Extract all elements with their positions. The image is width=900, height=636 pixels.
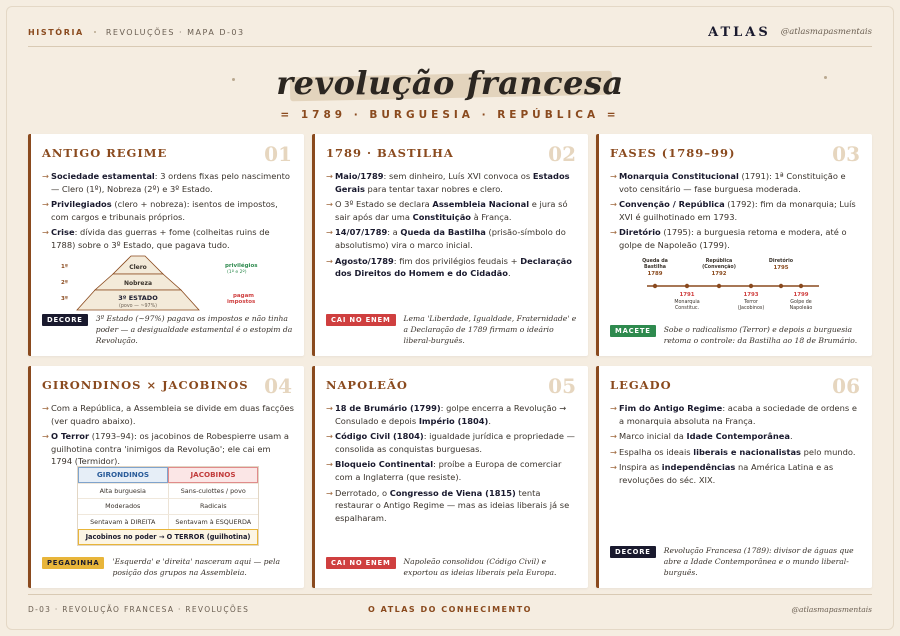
item-text: : sem dinheiro, Luís XVI convoca os [383, 171, 533, 181]
card-title: LEGADO [610, 378, 672, 392]
timeline-label: Monarquia [674, 300, 700, 305]
item-keyword: Império (1804) [418, 415, 489, 426]
header-girondinos: GIRONDINOS [78, 467, 168, 483]
item-text: para tentar taxar nobres e clero. [364, 183, 503, 194]
item-text: : proíbe a Europa de comerciar com a Inglaterra (que resiste). [335, 459, 562, 482]
bullet-item [610, 198, 862, 223]
item-keyword: Agosto/1789 [335, 255, 394, 266]
arrow-icon: → [326, 487, 333, 498]
card-title: FASES (1789–99) [610, 146, 736, 160]
arrow-icon: → [326, 255, 333, 266]
footer-handle: @atlasmapasmentais [791, 604, 872, 614]
page-subtitle: = 1789 · BURGUESIA · REPÚBLICA = [280, 109, 620, 121]
item-text: : acaba a sociedade de ordens e a monarquia absoluta na França. [619, 403, 857, 426]
item-text: (clero + nobreza): isentos de impostos, com cargos e tribunais próprios. [51, 199, 278, 222]
item-text: (prisão-símbolo do absolutismo) vira o marco inicial. [335, 227, 566, 250]
item-keyword: Bloqueio Continental [335, 459, 434, 470]
item-text: : fim dos privilégios feudais + [393, 255, 521, 266]
bullet-item [42, 430, 294, 468]
item-text: . [488, 415, 491, 426]
item-keyword: 18 de Brumário (1799) [335, 403, 441, 413]
pyramid-note: (povo — ~97%) [118, 304, 158, 309]
bullet-item [326, 226, 578, 251]
item-text: (1792): fim da monarquia; Luís XVI é guilhotinado em 1793. [619, 199, 856, 222]
bullet-item [326, 198, 578, 223]
timeline-label: Diretório [768, 259, 794, 264]
tip-note [610, 324, 862, 346]
item-keyword: Assembleia Nacional [432, 199, 530, 210]
tip-note [42, 556, 294, 578]
timeline-label: Golpe de [790, 300, 812, 305]
phases-timeline [639, 258, 829, 328]
item-text: (1793–94): os jacobinos de Robespierre usam a guilhotina contra 'inimigos da Revolução'; ele cai em 1794 (Termidor). [51, 431, 289, 467]
timeline-point [717, 284, 721, 288]
item-text: O 3º Estado se declara [335, 199, 433, 210]
table-cell: Sentavam à ESQUERDA [175, 517, 252, 526]
timeline-year: 1792 [711, 271, 727, 277]
timeline-point [653, 284, 657, 288]
pyramid-label: Clero [129, 264, 147, 271]
arrow-icon: → [610, 446, 617, 457]
tip-text: 'Esquerda' e 'direita' nasceram aqui — pela posição dos grupos na Assembleia. [112, 557, 280, 577]
card-title: GIRONDINOS × JACOBINOS [42, 378, 249, 392]
tip-badge: CAI NO ENEM [326, 557, 396, 569]
timeline-label: Terror [744, 300, 758, 305]
card-title: 1789 · BASTILHA [326, 146, 454, 160]
item-text: : igualdade jurídica e propriedade — consolida as conquistas burguesas. [335, 431, 575, 454]
card-number: 04 [264, 374, 292, 398]
bullet-item [326, 430, 578, 455]
footer [28, 602, 872, 616]
pyramid-label: Nobreza [123, 280, 153, 287]
arrow-icon: → [326, 403, 333, 413]
item-keyword: Código Civil (1804) [335, 431, 424, 442]
bullet-item [326, 402, 578, 427]
bullet-item [610, 402, 862, 427]
timeline-label: Bastilha [644, 265, 666, 270]
timeline-label: Constituc. [674, 306, 700, 311]
timeline-label: Queda da [642, 259, 668, 264]
timeline-label: República [705, 259, 733, 264]
item-keyword: Sociedade estamental [51, 171, 155, 181]
taxes-label: pagam [233, 293, 255, 299]
tip-text: Napoleão consolidou (Código Civil) e exportou as ideias liberais pela Europa. [403, 557, 557, 577]
item-keyword: Idade Contemporânea [686, 431, 790, 442]
footer-tagline: O ATLAS DO CONHECIMENTO [368, 604, 532, 614]
bullet-item [326, 458, 578, 483]
item-text: e jura só sair após dar uma [335, 199, 568, 222]
timeline-year: 1795 [773, 265, 789, 271]
topic-card [596, 366, 872, 588]
item-text: . [507, 268, 511, 279]
tip-text: Lema 'Liberdade, Igualdade, Fraternidade' e a Declaração de 1789 firmam o ideário liberal-burguês. [403, 314, 577, 345]
item-keyword: Privilegiados [51, 199, 112, 210]
item-text: à França. [471, 211, 512, 222]
card-number: 02 [548, 142, 576, 166]
privileges-sub: (1º e 2º) [227, 270, 247, 275]
item-keyword: Declaração dos Direitos do Homem e do Cidadão [335, 255, 572, 279]
header-jacobinos: JACOBINOS [168, 467, 258, 483]
item-text: : 3 ordens fixas pelo nascimento — Clero (1º), Nobreza (2º) e 3º Estado. [51, 171, 290, 194]
top-bar [28, 22, 872, 42]
bullet-item [610, 461, 862, 486]
bullet-item [42, 170, 294, 195]
arrow-icon: → [42, 171, 49, 181]
tip-badge: DECORE [42, 314, 88, 326]
table-footer: Jacobinos no poder → O TERROR (guilhotina) [78, 529, 258, 545]
arrow-icon: → [326, 199, 333, 210]
tip-badge: CAI NO ENEM [326, 314, 396, 326]
item-text: Derrotado, o [335, 487, 390, 498]
item-keyword: liberais e nacionalistas [693, 446, 801, 457]
table-cell: Moderados [78, 499, 169, 514]
arrow-icon: → [610, 227, 617, 238]
bullet-item [610, 170, 862, 195]
item-text: : a [387, 227, 401, 238]
item-keyword: Crise [51, 227, 75, 238]
item-keyword: Congresso de Viena (1815) [389, 487, 516, 498]
tip-text: Sobe o radicalismo (Terror) e depois a burguesia retoma o controle: da Bastilha ao 18 de Brumário. [663, 325, 858, 345]
footer-breadcrumb: D-03 · REVOLUÇÃO FRANCESA · REVOLUÇÕES [28, 604, 250, 614]
item-text: na América Latina e as revoluções do séc. XIX. [619, 462, 834, 485]
arrow-icon: → [610, 431, 617, 442]
arrow-icon: → [326, 459, 333, 470]
item-keyword: Queda da Bastilha [400, 227, 486, 238]
tip-badge: MACETE [610, 325, 656, 337]
bullet-item [42, 198, 294, 223]
table-row [78, 483, 258, 499]
item-text: : golpe encerra a Revolução → Consulado e depois [335, 403, 567, 426]
pyramid-label: 3º ESTADO [118, 294, 158, 302]
table-row [78, 498, 258, 514]
separator-dot [94, 31, 96, 33]
arrow-icon: → [610, 403, 617, 413]
title-block [0, 60, 900, 106]
tip-text: Revolução Francesa (1789): divisor de águas que abre a Idade Contemporânea e o mundo liberal-burguês. [663, 546, 854, 577]
arrow-icon: → [326, 171, 333, 181]
brand-logo: ATLAS [708, 24, 771, 40]
arrow-icon: → [42, 227, 49, 238]
card-number: 05 [548, 374, 576, 398]
bottom-divider [28, 594, 872, 595]
item-keyword: Diretório [619, 227, 661, 238]
timeline-label: (Convenção) [702, 265, 736, 270]
timeline-label: Napoleão [789, 306, 813, 311]
tip-badge: PEGADINHA [42, 557, 104, 569]
bullet-item [610, 446, 862, 459]
tip-note [42, 313, 294, 346]
topic-card [312, 134, 588, 356]
topic-card [312, 366, 588, 588]
table-cell: Alta burguesia [78, 484, 169, 499]
table-cell: Radicais [199, 502, 227, 511]
bullet-item [326, 255, 578, 280]
item-text: (1791): 1ª Constituição e voto censitário — fase burguesa moderada. [619, 171, 846, 194]
timeline-year: 1799 [793, 292, 809, 298]
card-number: 03 [832, 142, 860, 166]
tip-note [610, 545, 862, 578]
item-keyword: 14/07/1789 [335, 227, 388, 238]
pyramid-rank: 2º [61, 280, 68, 286]
tip-badge: DECORE [610, 546, 656, 558]
topic-card [596, 134, 872, 356]
item-text: tenta restaurar o Antigo Regime — mas as ideias liberais já se espalharam. [335, 487, 570, 523]
item-text: pelo mundo. [801, 446, 856, 457]
page-title: revolução francesa [276, 64, 624, 102]
pyramid-rank: 1º [61, 264, 68, 270]
bullet-item [610, 430, 862, 443]
timeline-year: 1793 [743, 292, 759, 298]
privileges-label: privilégios [225, 263, 258, 269]
topic-card [28, 134, 304, 356]
timeline-year: 1789 [647, 271, 663, 277]
arrow-icon: → [610, 171, 617, 181]
topic-card [28, 366, 304, 588]
arrow-icon: → [326, 227, 333, 238]
arrow-icon: → [42, 199, 49, 210]
card-number: 01 [264, 142, 292, 166]
item-keyword: O Terror [51, 431, 90, 442]
timeline-point [685, 284, 689, 288]
arrow-icon: → [610, 199, 617, 210]
table-header [78, 467, 258, 483]
item-text: Inspira as [619, 462, 662, 473]
top-divider [28, 46, 872, 47]
bullet-item [42, 402, 294, 427]
item-keyword: Fim do Antigo Regime [619, 403, 723, 413]
item-text: Com a República, a Assembleia se divide em duas facções (ver quadro abaixo). [51, 403, 294, 426]
pyramid-rank: 3º [61, 296, 68, 302]
arrow-icon: → [610, 462, 617, 473]
table-cell: Sentavam à DIREITA [78, 515, 169, 530]
tip-note [326, 556, 578, 578]
taxes-label: impostos [227, 299, 256, 305]
item-text: Espalha os ideais [619, 446, 694, 457]
card-number: 06 [832, 374, 860, 398]
breadcrumb: REVOLUÇÕES · MAPA D-03 [105, 27, 245, 37]
item-text: : dívida das guerras + fome (colheitas ruins de 1788) sobre o 3º Estado, que pagava tudo. [51, 227, 270, 250]
tip-note [326, 313, 578, 346]
timeline-label: (Jacobinos) [737, 306, 765, 311]
bullet-item [610, 226, 862, 251]
tip-text: 3º Estado (~97%) pagava os impostos e não tinha poder — a desigualdade estamental é o estopim da Revolução. [95, 314, 293, 345]
factions-table [77, 466, 259, 546]
social-handle: @atlasmapasmentais [780, 27, 872, 37]
item-keyword: Constituição [412, 211, 471, 222]
item-keyword: Monarquia Constitucional [619, 171, 739, 181]
timeline-year: 1791 [679, 292, 695, 298]
subject-tag: HISTÓRIA [28, 27, 84, 37]
timeline-point [779, 284, 783, 288]
arrow-icon: → [326, 431, 333, 442]
arrow-icon: → [42, 431, 49, 442]
item-text: Marco inicial da [619, 431, 687, 442]
table-row [78, 514, 258, 530]
bullet-item [326, 170, 578, 195]
bullet-item [326, 487, 578, 525]
card-title: ANTIGO REGIME [42, 146, 168, 160]
item-keyword: independências [661, 462, 736, 473]
card-title: NAPOLEÃO [326, 378, 408, 392]
item-keyword: Convenção / República [619, 199, 725, 210]
timeline-point [799, 284, 803, 288]
item-keyword: Maio/1789 [335, 171, 384, 181]
arrow-icon: → [42, 403, 49, 413]
item-text: . [789, 431, 793, 442]
timeline-point [749, 284, 753, 288]
item-text: (1795): a burguesia retoma e modera, até o golpe de Napoleão (1799). [619, 227, 847, 250]
table-cell: Sans-culottes / povo [180, 486, 246, 495]
bullet-item [42, 226, 294, 251]
item-keyword: Estados Gerais [335, 171, 570, 194]
